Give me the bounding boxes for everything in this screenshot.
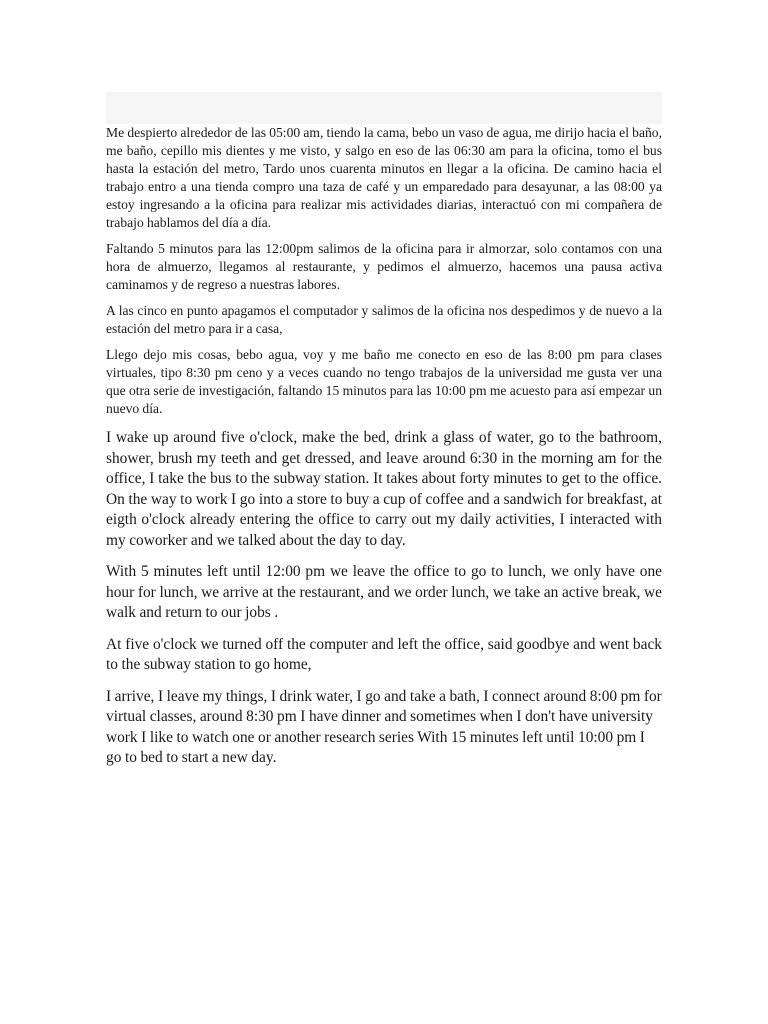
document-header-band [106,92,662,124]
document-body [106,124,662,780]
spanish-paragraph-1: Me despierto alrededor de las 05:00 am, tiendo la cama, bebo un vaso de agua, me dirijo hacia el baño, me baño, cepillo mis dientes y me visto, y salgo en eso de las 06:30 am para la oficina, tomo el bus hasta la estación del metro, Tardo unos cuarenta minutos en llegar a la oficina. De camino hacia el trabajo entro a una tienda compro una taza de café y un emparedado para desayunar, a las 08:00 ya estoy ingresando a la oficina para realizar mis actividades diarias, interactuó con mi compañera de trabajo hablamos del día a día. [106,125,662,230]
spanish-paragraph-3: A las cinco en punto apagamos el computador y salimos de la oficina nos despedimos y de nuevo a la estación del metro para ir a casa, [106,303,662,336]
spanish-paragraph-4: Llego dejo mis cosas, bebo agua, voy y me baño me conecto en eso de las 8:00 pm para clases virtuales, tipo 8:30 pm ceno y a veces cuando no tengo trabajos de la universidad me gusta ver una que otra serie de investigación, faltando 15 minutos para las 10:00 pm me acuesto para así empezar un nuevo día. [106,347,662,416]
english-section [106,428,662,769]
spanish-paragraph-2: Faltando 5 minutos para las 12:00pm salimos de la oficina para ir almorzar, solo contamos con una hora de almuerzo, llegamos al restaurante, y pedimos el almuerzo, hacemos una pausa activa caminamos y de regreso a nuestras labores. [106,241,662,292]
english-paragraph-4: I arrive, I leave my things, I drink water, I go and take a bath, I connect around 8:00 pm for virtual classes, around 8:30 pm I have dinner and sometimes when I don't have university work I like to watch one or another research series With 15 minutes left until 10:00 pm I go to bed to start a new day. [106,687,662,766]
english-paragraph-3: At five o'clock we turned off the computer and left the office, said goodbye and went back to the subway station to go home, [106,635,662,673]
english-paragraph-1: I wake up around five o'clock, make the bed, drink a glass of water, go to the bathroom, shower, brush my teeth and get dressed, and leave around 6:30 in the morning am for the office, I take the bus to the subway station. It takes about forty minutes to get to the office. On the way to work I go into a store to buy a cup of coffee and a sandwich for breakfast, at eigth o'clock already entering the office to carry out my daily activities, I interacted with my coworker and we talked about the day to day. [106,429,662,549]
spanish-section [106,124,662,418]
english-paragraph-2: With 5 minutes left until 12:00 pm we leave the office to go to lunch, we only have one hour for lunch, we arrive at the restaurant, and we order lunch, we take an active break, we walk and return to our jobs . [106,563,662,621]
